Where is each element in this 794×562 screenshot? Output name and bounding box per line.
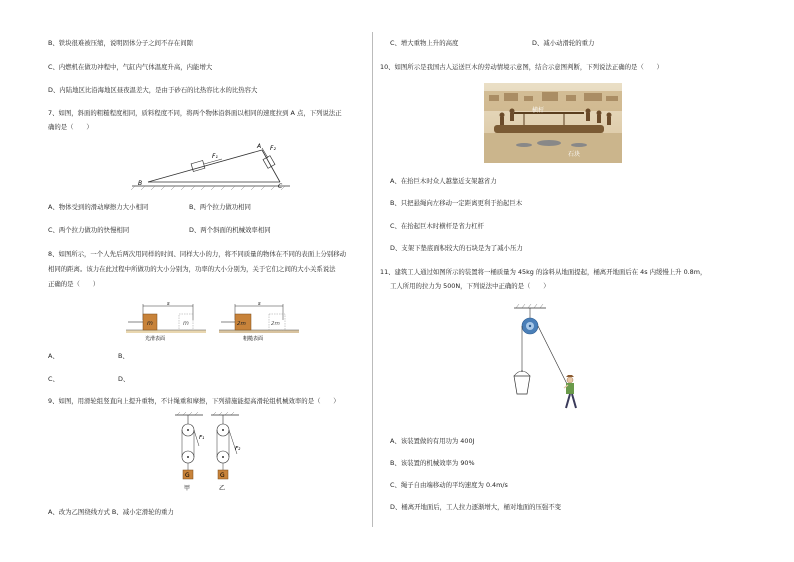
q10-option-c: C、在抬起巨木时横杆是省力杠杆	[390, 222, 484, 230]
question-8-stem-3: 正确的是（ ）	[48, 280, 100, 288]
q11-option-a: A、该装置做的有用功为 400J	[390, 437, 475, 445]
label-f2: F₂	[270, 145, 276, 152]
surfaces-figure	[123, 300, 303, 342]
dist-s-1: s	[167, 301, 170, 307]
label-a: A	[257, 143, 262, 150]
label-yi: 乙	[219, 485, 226, 492]
dist-s-2: s	[258, 301, 261, 307]
label-f2-pulley: F₂	[235, 446, 241, 452]
q11-option-c: C、绳子自由端移动的平均速度为 0.4m/s	[390, 481, 508, 489]
q8-option-a: A、	[48, 352, 59, 360]
right-column	[380, 0, 760, 562]
label-b: B	[138, 180, 143, 187]
label-rough: 粗糙表面	[243, 336, 264, 342]
label-bar: 横杆	[532, 107, 545, 114]
column-divider	[372, 32, 373, 527]
q7-option-a: A、物体受到的滑动摩擦力大小相同	[48, 203, 149, 211]
q9-option-c: C、增大重物上升的高度	[390, 39, 459, 47]
label-smooth: 光滑表面	[145, 336, 166, 342]
q8-option-c: C、	[48, 375, 59, 383]
q8-option-d: D、	[118, 375, 130, 383]
question-10-stem: 10、如图所示是我国古人运送巨木的劳动情境示意图，结合示意图判断，下列说法正确的是（ ）	[380, 63, 663, 71]
q7-option-c: C、两个拉力做功的快慢相同	[48, 226, 130, 234]
log-transport-figure	[484, 83, 622, 163]
q7-option-b: B、两个拉力做功相同	[189, 203, 251, 211]
q10-option-a: A、在抬巨木时众人越靠近支架越省力	[390, 177, 497, 185]
question-8-stem: 8、如图所示，一个人先后两次用同样的时间、同样大小的力，将不同质量的物体在不同的表面上分别移动	[48, 250, 347, 258]
q10-option-d: D、支架下垫底面积较大的石块是为了减小压力	[390, 244, 523, 252]
question-7-stem: 7、如图，斜面的粗糙程度相同，质料程度不同，将两个物体沿斜面以相同的速度拉到 A 点，下列说法正	[48, 109, 342, 117]
pulley-figure	[173, 412, 253, 502]
q7-option-d: D、两个斜面的机械效率相同	[189, 226, 271, 234]
label-f1-pulley: F₁	[199, 435, 205, 441]
box-2m-1: 2m	[237, 321, 246, 327]
label-stone: 石块	[568, 151, 581, 158]
q11-option-b: B、该装置的机械效率为 90%	[390, 459, 475, 467]
question-7-stem-2: 确的是（ ）	[48, 123, 93, 131]
label-f1: F₁	[212, 153, 218, 160]
weight-g-1: G	[185, 472, 190, 479]
option-d-prev: D、内陆地区比沿海地区昼夜温差大，是由于砂石的比热容比水的比热容大	[48, 86, 258, 94]
question-8-stem-2: 相同的距离。该力在此过程中所做功的大小分别为，功率的大小分别为，关于它们之间的大小关系说法	[48, 265, 336, 273]
incline-figure	[130, 140, 300, 192]
box-2m-2: 2m	[271, 321, 280, 327]
q8-option-b: B、	[118, 352, 129, 360]
q9-option-d: D、减小动滑轮的重力	[532, 39, 595, 47]
question-11-stem: 11、建筑工人通过如图所示的装置将一桶质量为 45kg 的涂料从地面提起，桶离开地面后在 4s 内缓慢上升 0.8m，	[380, 268, 707, 276]
option-b-prev: B、铁块很难被压缩，说明固体分子之间不存在间隙	[48, 39, 193, 47]
weight-g-2: G	[220, 472, 225, 479]
question-11-stem-2: 工人所用的拉力为 500N，下列说法中正确的是（ ）	[390, 282, 550, 290]
left-column	[40, 0, 370, 562]
question-9-stem: 9、如图，用滑轮组竖直向上提升重物，不计绳重和摩擦，下列措施能提高滑轮组机械效率的是（ ）	[48, 397, 340, 405]
box-m-2: m	[183, 320, 189, 327]
q10-option-b: B、只把悬绳向左移动一定距离更利于抬起巨木	[390, 199, 523, 207]
worker-pulley-figure	[500, 302, 590, 414]
option-c-prev: C、内燃机在做功冲程中，气缸内气体温度升高，内能增大	[48, 63, 213, 71]
label-jia: 甲	[184, 485, 191, 492]
label-c: C	[278, 183, 283, 190]
q9-option-a: A、改为乙图绕线方式 B、减小定滑轮的重力	[48, 508, 174, 516]
box-m-1: m	[147, 320, 153, 327]
q11-option-d: D、桶离开地面后，工人拉力逐渐增大，桶对地面的压强不变	[390, 503, 562, 511]
